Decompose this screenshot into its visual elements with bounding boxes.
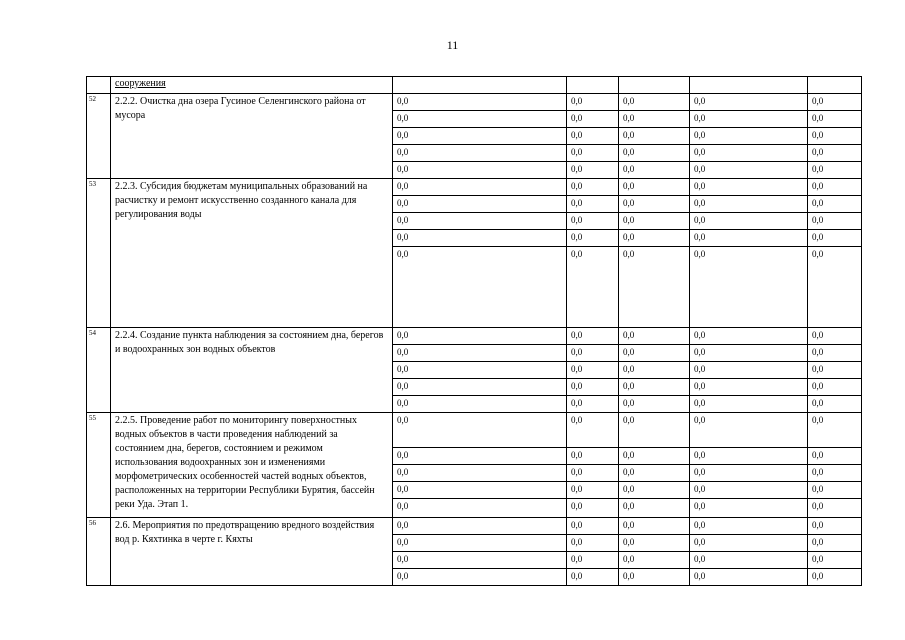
table-row-continued — [87, 77, 862, 94]
value-cell: 0,0 — [567, 196, 619, 213]
value-cell: 0,0 — [567, 499, 619, 518]
budget-table — [86, 76, 862, 586]
value-cell: 0,0 — [690, 518, 808, 535]
value-cell: 0,0 — [690, 482, 808, 499]
value-cell: 0,0 — [690, 448, 808, 465]
value-cell: 0,0 — [808, 94, 862, 111]
value-cell: 0,0 — [808, 362, 862, 379]
value-cell: 0,0 — [567, 145, 619, 162]
value-cell: 0,0 — [567, 518, 619, 535]
row-name-cell: 2.2.2. Очистка дна озера Гусиное Селенгинского района от мусора — [111, 94, 393, 179]
row-number-cell: 56 — [87, 518, 111, 586]
value-cell: 0,0 — [690, 94, 808, 111]
value-cell: 0,0 — [567, 448, 619, 465]
page-number: 11 — [446, 38, 459, 52]
table-row — [87, 518, 862, 535]
row-number-cell: 54 — [87, 328, 111, 413]
value-cell: 0,0 — [393, 145, 567, 162]
value-cell: 0,0 — [393, 535, 567, 552]
value-cell: 0,0 — [808, 413, 862, 448]
value-cell: 0,0 — [808, 379, 862, 396]
row-name-cell: 2.2.4. Создание пункта наблюдения за состоянием дна, берегов и водоохранных зон водных объектов — [111, 328, 393, 413]
value-cell: 0,0 — [808, 213, 862, 230]
value-cell: 0,0 — [393, 345, 567, 362]
value-cell — [567, 77, 619, 94]
value-cell: 0,0 — [690, 111, 808, 128]
value-cell: 0,0 — [690, 362, 808, 379]
value-cell: 0,0 — [567, 379, 619, 396]
value-cell: 0,0 — [567, 482, 619, 499]
row-number-cell — [87, 77, 111, 94]
value-cell: 0,0 — [808, 518, 862, 535]
value-cell: 0,0 — [567, 465, 619, 482]
value-cell: 0,0 — [393, 328, 567, 345]
value-cell: 0,0 — [690, 179, 808, 196]
value-cell: 0,0 — [393, 396, 567, 413]
row-name-cell: 2.2.5. Проведение работ по мониторингу поверхностных водных объектов в части проведения наблюдений за состоянием дна, берегов, состоянием и режимом использования водоохранных зон и изменениями морфометрических особенностей частей водных объектов, расположенных на территории Республики Бурятия, бассейн реки Уда. Этап 1. — [111, 413, 393, 518]
row-number-cell: 55 — [87, 413, 111, 518]
value-cell: 0,0 — [808, 345, 862, 362]
value-cell: 0,0 — [567, 111, 619, 128]
value-cell: 0,0 — [393, 552, 567, 569]
value-cell: 0,0 — [690, 196, 808, 213]
value-cell: 0,0 — [690, 465, 808, 482]
continued-name: сооружения — [115, 78, 166, 89]
value-cell: 0,0 — [619, 379, 690, 396]
value-cell: 0,0 — [808, 128, 862, 145]
value-cell: 0,0 — [567, 569, 619, 586]
value-cell: 0,0 — [567, 328, 619, 345]
value-cell: 0,0 — [567, 162, 619, 179]
table-row — [87, 328, 862, 345]
value-cell: 0,0 — [808, 230, 862, 247]
value-cell: 0,0 — [808, 569, 862, 586]
value-cell: 0,0 — [690, 379, 808, 396]
value-cell: 0,0 — [690, 247, 808, 328]
value-cell: 0,0 — [619, 345, 690, 362]
value-cell: 0,0 — [619, 569, 690, 586]
value-cell: 0,0 — [808, 179, 862, 196]
value-cell: 0,0 — [567, 535, 619, 552]
value-cell: 0,0 — [690, 230, 808, 247]
value-cell: 0,0 — [690, 128, 808, 145]
value-cell: 0,0 — [619, 448, 690, 465]
value-cell: 0,0 — [619, 396, 690, 413]
value-cell: 0,0 — [690, 213, 808, 230]
value-cell: 0,0 — [690, 552, 808, 569]
value-cell: 0,0 — [567, 413, 619, 448]
value-cell: 0,0 — [619, 499, 690, 518]
value-cell — [393, 77, 567, 94]
value-cell: 0,0 — [619, 213, 690, 230]
value-cell: 0,0 — [619, 179, 690, 196]
value-cell — [690, 77, 808, 94]
value-cell: 0,0 — [393, 162, 567, 179]
value-cell: 0,0 — [393, 413, 567, 448]
value-cell: 0,0 — [567, 362, 619, 379]
value-cell: 0,0 — [808, 145, 862, 162]
value-cell: 0,0 — [808, 196, 862, 213]
value-cell: 0,0 — [567, 230, 619, 247]
value-cell: 0,0 — [619, 247, 690, 328]
value-cell: 0,0 — [619, 465, 690, 482]
value-cell: 0,0 — [619, 552, 690, 569]
value-cell: 0,0 — [393, 247, 567, 328]
value-cell: 0,0 — [393, 448, 567, 465]
value-cell: 0,0 — [393, 230, 567, 247]
value-cell: 0,0 — [808, 328, 862, 345]
value-cell: 0,0 — [393, 362, 567, 379]
value-cell: 0,0 — [808, 552, 862, 569]
value-cell: 0,0 — [690, 162, 808, 179]
table-row — [87, 94, 862, 111]
value-cell: 0,0 — [393, 379, 567, 396]
value-cell: 0,0 — [393, 465, 567, 482]
value-cell: 0,0 — [619, 482, 690, 499]
row-name-cell — [111, 77, 393, 94]
value-cell — [619, 77, 690, 94]
value-cell: 0,0 — [567, 94, 619, 111]
value-cell: 0,0 — [808, 162, 862, 179]
value-cell: 0,0 — [619, 111, 690, 128]
row-name-cell: 2.2.3. Субсидия бюджетам муниципальных образований на расчистку и ремонт искусственно созданного канала для регулирования воды — [111, 179, 393, 328]
value-cell: 0,0 — [567, 345, 619, 362]
value-cell: 0,0 — [808, 448, 862, 465]
value-cell: 0,0 — [619, 230, 690, 247]
value-cell: 0,0 — [393, 111, 567, 128]
row-name-cell: 2.6. Мероприятия по предотвращению вредного воздействия вод р. Кяхтинка в черте г. Кяхты — [111, 518, 393, 586]
value-cell: 0,0 — [393, 518, 567, 535]
value-cell: 0,0 — [619, 162, 690, 179]
value-cell: 0,0 — [808, 535, 862, 552]
value-cell: 0,0 — [393, 196, 567, 213]
value-cell: 0,0 — [619, 328, 690, 345]
value-cell: 0,0 — [619, 535, 690, 552]
value-cell: 0,0 — [393, 213, 567, 230]
value-cell: 0,0 — [393, 569, 567, 586]
value-cell: 0,0 — [567, 128, 619, 145]
value-cell: 0,0 — [808, 482, 862, 499]
value-cell: 0,0 — [393, 482, 567, 499]
value-cell: 0,0 — [567, 396, 619, 413]
value-cell: 0,0 — [619, 145, 690, 162]
value-cell: 0,0 — [619, 196, 690, 213]
value-cell: 0,0 — [808, 465, 862, 482]
value-cell: 0,0 — [619, 413, 690, 448]
value-cell: 0,0 — [619, 362, 690, 379]
value-cell: 0,0 — [690, 535, 808, 552]
value-cell: 0,0 — [393, 94, 567, 111]
value-cell: 0,0 — [567, 552, 619, 569]
value-cell: 0,0 — [808, 111, 862, 128]
value-cell — [808, 77, 862, 94]
value-cell: 0,0 — [393, 128, 567, 145]
value-cell: 0,0 — [808, 499, 862, 518]
value-cell: 0,0 — [690, 145, 808, 162]
value-cell: 0,0 — [808, 247, 862, 328]
value-cell: 0,0 — [619, 94, 690, 111]
table-row — [87, 413, 862, 448]
row-number-cell: 52 — [87, 94, 111, 179]
value-cell: 0,0 — [690, 345, 808, 362]
value-cell: 0,0 — [619, 128, 690, 145]
value-cell: 0,0 — [619, 518, 690, 535]
value-cell: 0,0 — [567, 213, 619, 230]
value-cell: 0,0 — [567, 247, 619, 328]
value-cell: 0,0 — [393, 499, 567, 518]
value-cell: 0,0 — [690, 328, 808, 345]
table-row — [87, 179, 862, 196]
value-cell: 0,0 — [690, 499, 808, 518]
value-cell: 0,0 — [690, 569, 808, 586]
value-cell: 0,0 — [567, 179, 619, 196]
value-cell: 0,0 — [808, 396, 862, 413]
value-cell: 0,0 — [690, 396, 808, 413]
value-cell: 0,0 — [393, 179, 567, 196]
value-cell: 0,0 — [690, 413, 808, 448]
row-number-cell: 53 — [87, 179, 111, 328]
